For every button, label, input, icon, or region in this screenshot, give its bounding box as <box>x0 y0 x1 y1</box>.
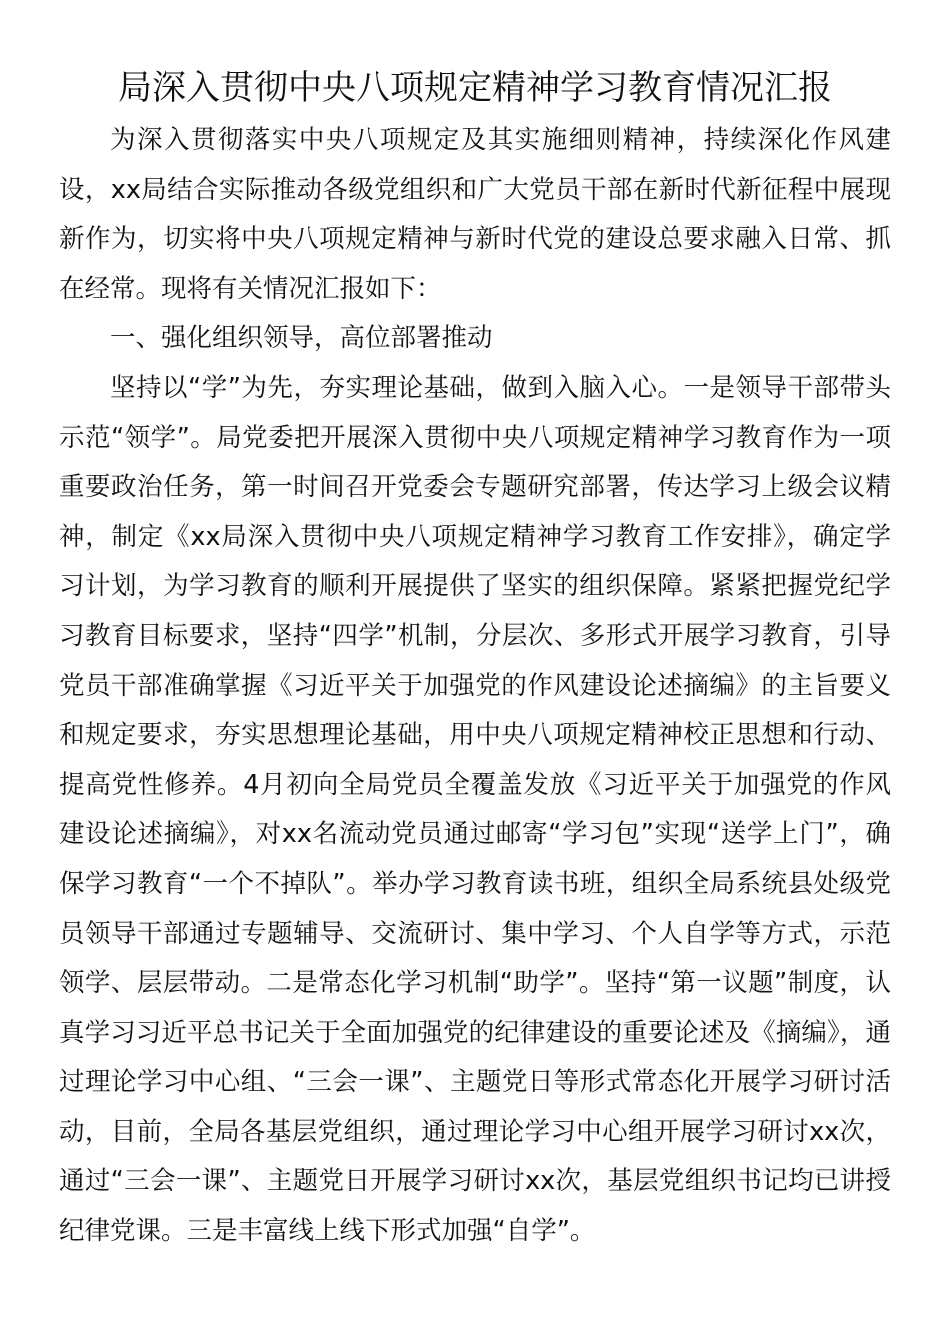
section-heading: 一、强化组织领导，高位部署推动 <box>110 323 493 354</box>
document-title: 局深入贯彻中央八项规定精神学习教育情况汇报 <box>118 68 832 108</box>
intro-paragraph: 为深入贯彻落实中央八项规定及其实施细则精神，持续深化作风建设，xx局结合实际推动各级党组织和广大党员干部在新时代新征程中展现新作为，切实将中央八项规定精神与新时代党的建设总要求融入日常、抓在经常。现将有关情况汇报如下： <box>59 125 891 304</box>
document-body <box>59 116 891 1257</box>
body-paragraph: 坚持以“学”为先，夯实理论基础，做到入脑入心。一是领导干部带头示范“领学”。局党委把开展深入贯彻中央八项规定精神学习教育作为一项重要政治任务，第一时间召开党委会专题研究部署，传达学习上级会议精神，制定《xx局深入贯彻中央八项规定精神学习教育工作安排》，确定学习计划，为学习教育的顺利开展提供了坚实的组织保障。紧紧把握党纪学习教育目标要求，坚持“四学”机制，分层次、多形式开展学习教育，引导党员干部准确掌握《习近平关于加强党的作风建设论述摘编》的主旨要义和规定要求，夯实思想理论基础，用中央八项规定精神校正思想和行动、提高党性修养。4月初向全局党员全覆盖发放《习近平关于加强党的作风建设论述摘编》，对xx名流动党员通过邮寄“学习包”实现“送学上门”，确保学习教育“一个不掉队”。举办学习教育读书班，组织全局系统县处级党员领导干部通过专题辅导、交流研讨、集中学习、个人自学等方式，示范领学、层层带动。二是常态化学习机制“助学”。坚持“第一议题”制度，认真学习习近平总书记关于全面加强党的纪律建设的重要论述及《摘编》，通过理论学习中心组、“三会一课”、主题党日等形式常态化开展学习研讨活动，目前，全局各基层党组织，通过理论学习中心组开展学习研讨xx次，通过“三会一课”、主题党日开展学习研讨xx次，基层党组织书记均已讲授纪律党课。三是丰富线上线下形式加强“自学”。 <box>59 372 891 1247</box>
